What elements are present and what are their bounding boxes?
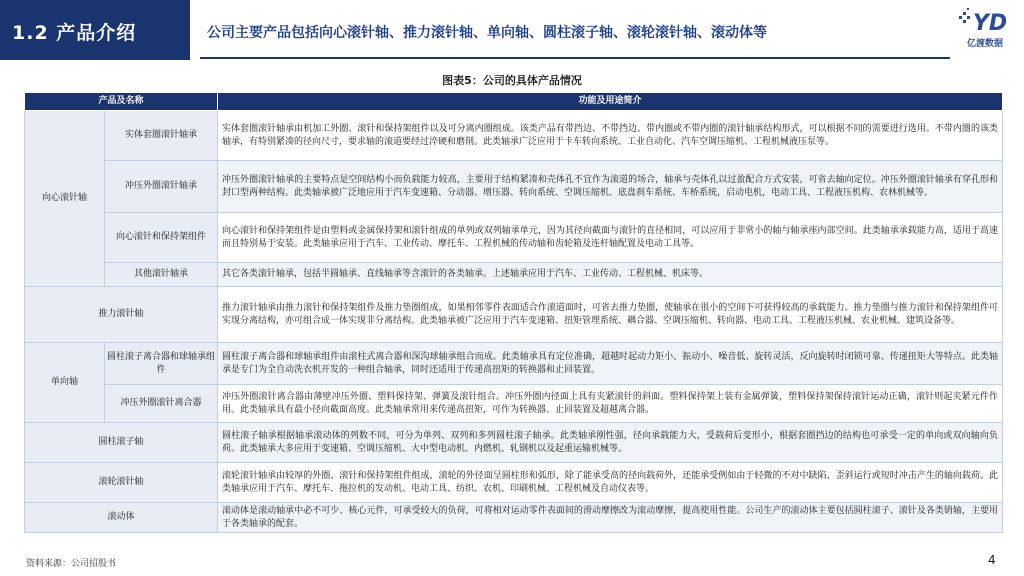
category-cell: 滚轮滚针轴	[25, 463, 218, 503]
description-cell: 实体套圈滚针轴承由机加工外圈、滚针和保持架组件以及可分离内圈组成。该类产品有带挡边、不带挡边、带内圈或不带内圈的滚针轴承结构形式，可以根据不同的需要进行选用。不带内圈的该类轴承，有特别紧凑的径向尺寸，要求轴的滚道要经过淬硬和磨削。此类轴承广泛应用于卡车转向系统、工业自动化、汽车空调压缩机、工程机械液压泵等。	[218, 111, 1003, 161]
page-number: 4	[988, 553, 996, 567]
category-cell: 单向轴	[25, 343, 105, 423]
table-row	[25, 161, 1003, 213]
description-cell: 圆柱滚子离合器和球轴承组件由滚柱式离合器和深沟球轴承组合而成。此类轴承具有定位准确，超越时起动力矩小、振动小、噪音低、旋转灵活，反向旋转时闭锁可靠、传递扭矩大等特点。此类轴承是专门为全自动洗衣机开发的一种组合轴承，同时还适用于传递高扭矩的转换器和止回装置。	[218, 343, 1003, 385]
category-cell: 滚动体	[25, 503, 218, 533]
subcategory-cell: 其他滚针轴承	[105, 263, 218, 287]
section-title: 1.2 产品介绍	[12, 22, 137, 44]
category-cell: 推力滚针轴	[25, 287, 218, 343]
description-cell: 冲压外圈滚针离合器由薄壁冲压外圈、塑料保持架、弹簧及滚针组合。冲压外圈内径面上具有夹紧滚针的斜面。塑料保持架上装有金属弹簧，塑料保持架保持滚针运动正确，滚针则起夹紧元件作用。此类轴承具有最小径向截面高度。此类轴承常用来传递高扭矩，可作为转换器、止回装置及超越离合器。	[218, 385, 1003, 423]
subcategory-cell: 冲压外圈滚针轴承	[105, 161, 218, 213]
page-headline: 公司主要产品包括向心滚针轴、推力滚针轴、单向轴、圆柱滚子轴、滚轮滚针轴、滚动体等	[207, 25, 767, 41]
description-cell: 滚动体是滚动轴承中必不可少、核心元件，可承受较大的负荷，可将相对运动零件表面间的滑动摩擦改为滚动摩擦，提高使用性能。公司生产的滚动体主要包括圆柱滚子、滚针及各类销轴，主要用于各类轴承的配套。	[218, 503, 1003, 533]
subcategory-cell: 圆柱滚子离合器和球轴承组件	[105, 343, 218, 385]
description-cell: 推力滚针轴承由推力滚针和保持架组件及推力垫圈组成，如果相邻零件表面适合作滚道面时，可省去推力垫圈，使轴承在很小的空间下可获得较高的承载能力。推力垫圈与推力滚针和保持架组件可实现分离结构，亦可组合成一体实现非分离结构。此类轴承被广泛应用于汽车变速箱、扭矩管理系统、耦合器、空调压缩机、转向器、电动工具、工程液压机械、农业机械、建筑设备等。	[218, 287, 1003, 343]
header-function: 功能及用途简介	[218, 93, 1003, 111]
category-cell: 圆柱滚子轴	[25, 423, 218, 463]
description-cell: 向心滚针和保持架组件是由塑料或金属保持架和滚针组成的单列或双列轴承单元，因为其径向截面与滚针的直径相同，可以应用于非常小的轴与轴承座内部空间。此类轴承承载能力高，适用于高速而且特别易于安装。此类轴承应用于汽车、工业传动、摩托车、工程机械的传动轴和齿轮箱及连杆轴配置及电动工具等。	[218, 213, 1003, 263]
table-row	[25, 263, 1003, 287]
section-tab	[0, 0, 190, 60]
table-caption: 图表5：公司的具体产品情况	[442, 74, 582, 87]
category-cell: 向心滚针轴	[25, 111, 105, 287]
table-row	[25, 343, 1003, 385]
description-cell: 冲压外圈滚针轴承的主要特点是空间结构小而负载能力较高，主要用于结构紧凑和壳体孔不宜作为滚道的场合，轴承与壳体孔以过盈配合方式安装，可省去轴向定位。冲压外圈滚针轴承有穿孔形和封口型两种结构。此类轴承被广泛地应用于汽车变速箱、分动器、增压器、转向系统、空调压缩机、底盘刹车系统、车桥系统，启动电机，电动工具、工程液压机构、农林机械等。	[218, 161, 1003, 213]
subcategory-cell: 向心滚针和保持架组件	[105, 213, 218, 263]
table-row	[25, 385, 1003, 423]
table-row	[25, 111, 1003, 161]
yd-logo-icon	[955, 6, 1015, 38]
header-product: 产品及名称	[25, 93, 218, 111]
description-cell: 滚轮滚针轴承由较厚的外圈、滚针和保持架组件组成，滚轮的外径面呈圆柱形和弧形，除了能承受高的径向载荷外，还能承受例如由于轻微的不对中缺陷、歪斜运行或短时冲击产生的轴向载荷。此类轴承应用于汽车、摩托车、拖拉机的发动机、电动工具、纺织、农机、印刷机械、工程机械及自动仪表等。	[218, 463, 1003, 503]
svg-text:YD: YD	[973, 11, 1008, 36]
logo-text: 亿渡数据	[966, 39, 1003, 49]
subcategory-cell: 实体套圈滚针轴承	[105, 111, 218, 161]
table-row	[25, 213, 1003, 263]
table-row	[25, 423, 1003, 463]
page-header	[0, 0, 1024, 60]
table-row	[25, 463, 1003, 503]
description-cell: 圆柱滚子轴承根据轴承滚动体的列数不同，可分为单列、双列和多列圆柱滚子轴承。此类轴承刚性强，径向承载能力大，受载荷后变形小，根据套圈挡边的结构也可承受一定的单向或双向轴向负荷。此类轴承大多应用于变速箱、空调压缩机、大中型电动机、内燃机、轧钢机以及起重运输机械等。	[218, 423, 1003, 463]
table-row	[25, 503, 1003, 533]
subcategory-cell: 冲压外圈滚针离合器	[105, 385, 218, 423]
table-row	[25, 287, 1003, 343]
header-divider	[200, 57, 950, 59]
company-logo	[955, 6, 1015, 52]
source-note: 资料来源：公司招股书	[26, 559, 117, 569]
description-cell: 其它各类滚针轴承，包括半圆轴承、直线轴承等含滚针的各类轴承。上述轴承应用于汽车、工业传动、工程机械、机床等。	[218, 263, 1003, 287]
product-table	[24, 92, 1003, 533]
